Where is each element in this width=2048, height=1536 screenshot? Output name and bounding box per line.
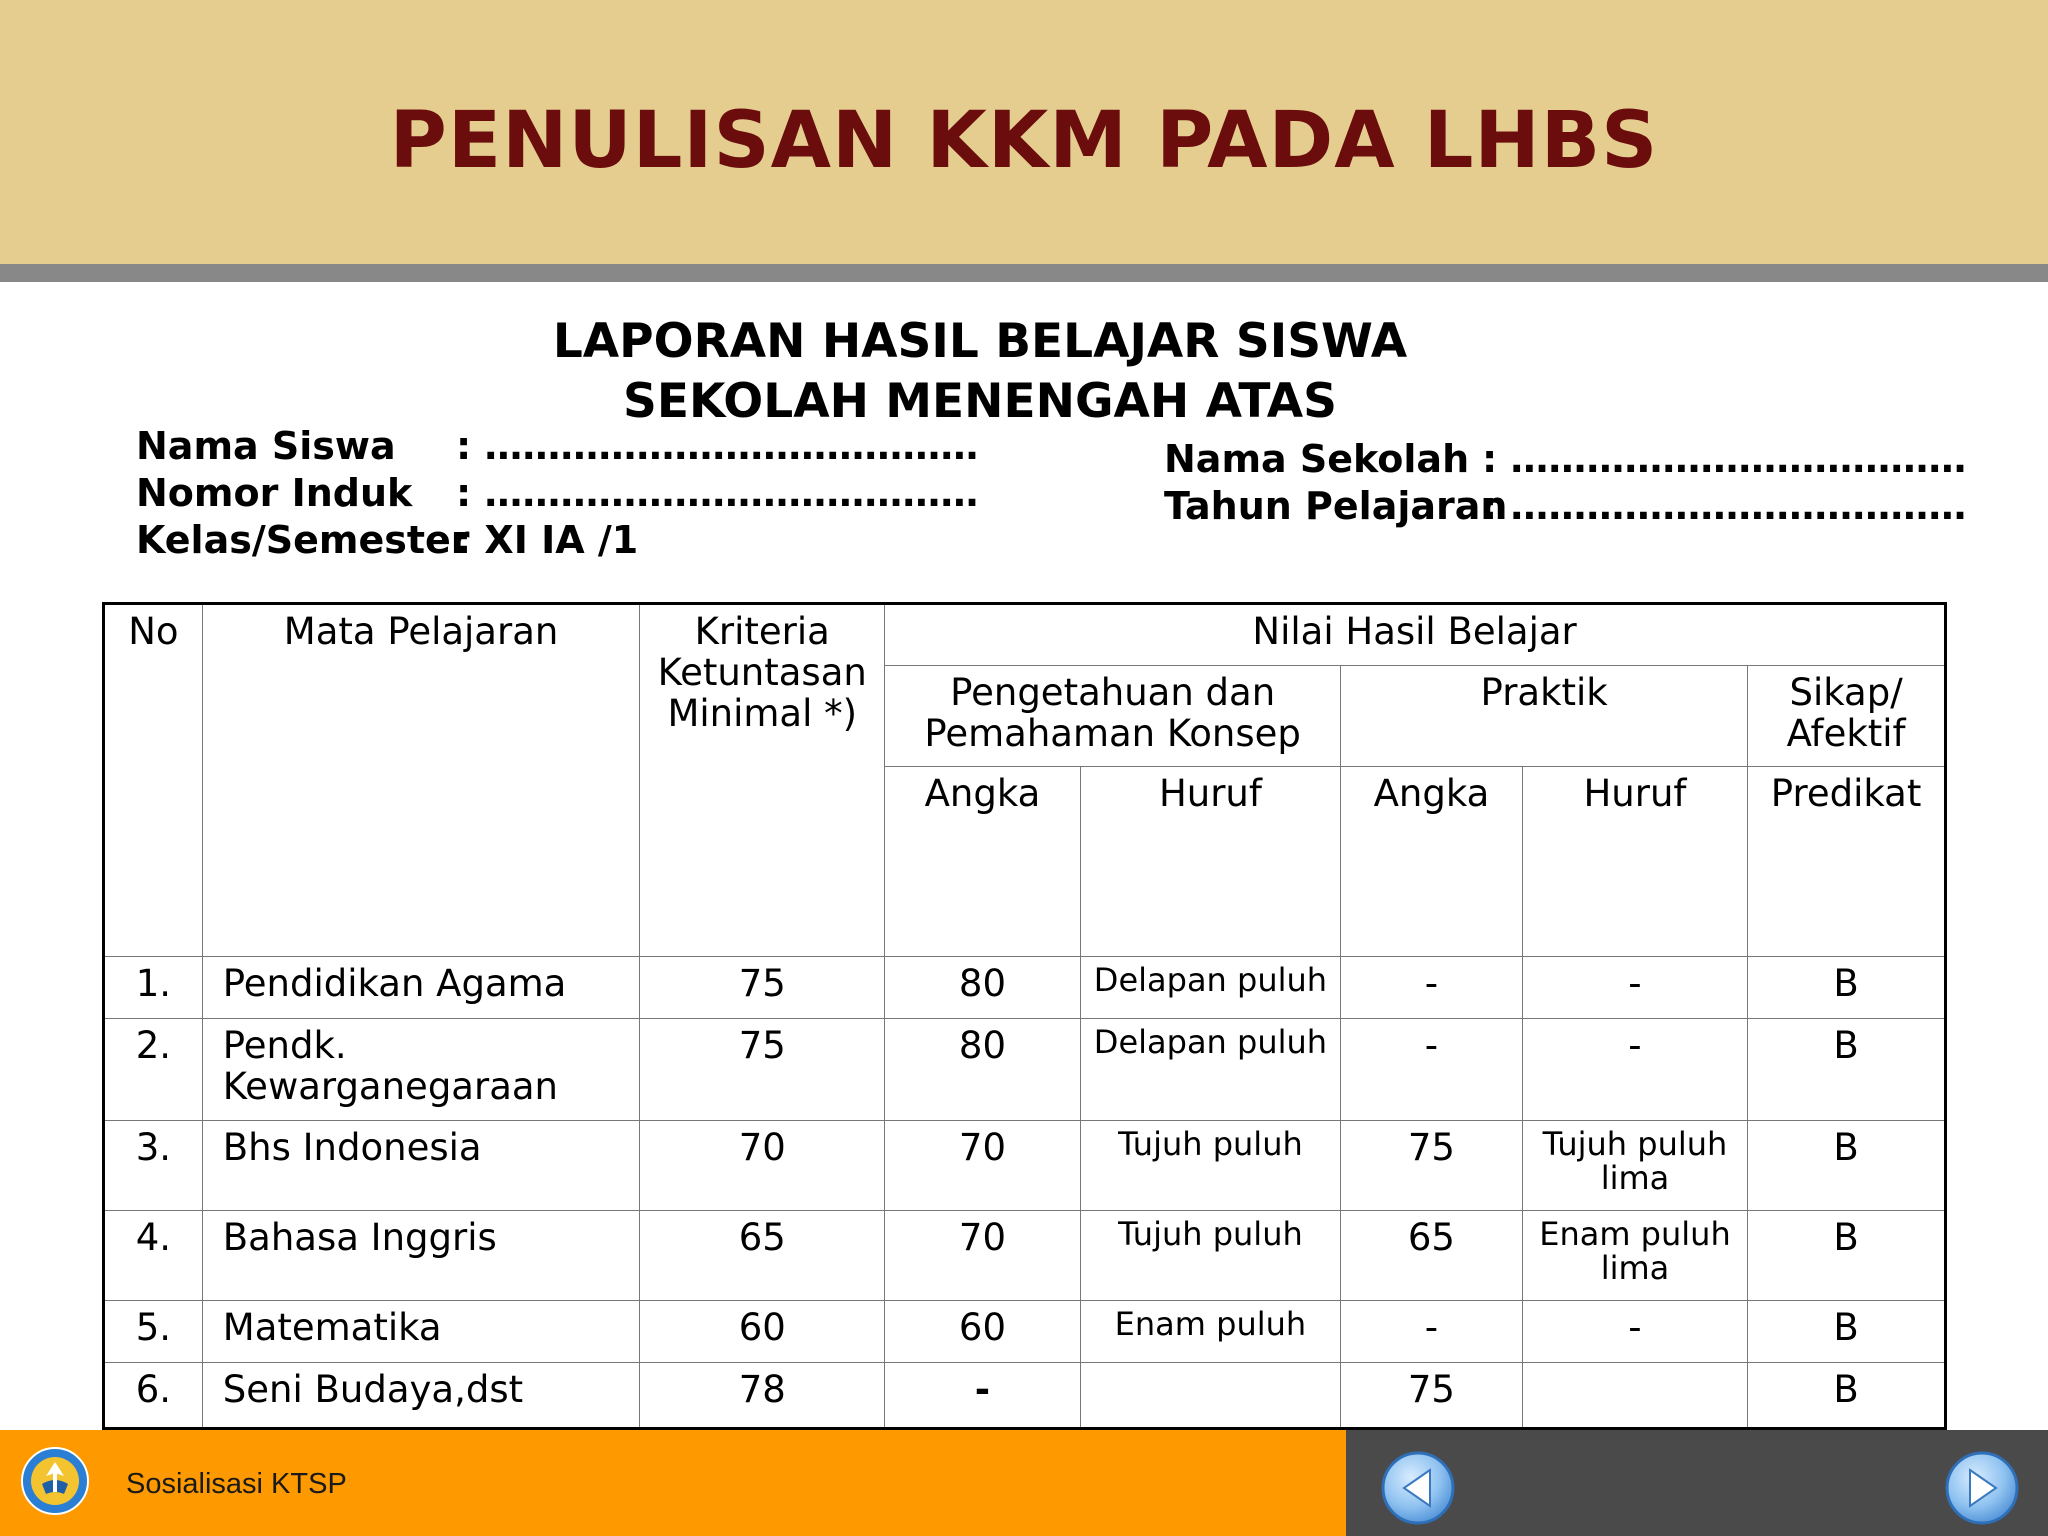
cell-praktik-angka: - bbox=[1341, 1301, 1523, 1363]
header-pengetahuan: Pengetahuan dan Pemahaman Konsep bbox=[885, 666, 1341, 767]
cell-angka: 80 bbox=[885, 957, 1081, 1019]
cell-predikat: B bbox=[1748, 957, 1946, 1019]
cell-huruf: Enam puluh bbox=[1080, 1301, 1340, 1363]
cell-no: 2. bbox=[104, 1019, 203, 1121]
cell-angka: 70 bbox=[885, 1121, 1081, 1211]
cell-no: 1. bbox=[104, 957, 203, 1019]
header-mata-pelajaran: Mata Pelajaran bbox=[202, 604, 640, 957]
cell-no: 3. bbox=[104, 1121, 203, 1211]
cell-angka: 80 bbox=[885, 1019, 1081, 1121]
header-sikap: Sikap/ Afektif bbox=[1748, 666, 1946, 767]
table-row bbox=[104, 1301, 1946, 1363]
cell-praktik-huruf: - bbox=[1522, 1301, 1747, 1363]
cell-huruf: Tujuh puluh bbox=[1080, 1211, 1340, 1301]
report-title-line1: LAPORAN HASIL BELAJAR SISWA bbox=[552, 314, 1408, 369]
cell-predikat: B bbox=[1748, 1211, 1946, 1301]
cell-mata-pelajaran: Seni Budaya,dst bbox=[202, 1363, 640, 1429]
tahun-pelajaran-value: : ……………………………… bbox=[1482, 484, 1967, 528]
cell-huruf: Delapan puluh bbox=[1080, 957, 1340, 1019]
cell-kkm: 75 bbox=[640, 957, 885, 1019]
cell-praktik-huruf: - bbox=[1522, 957, 1747, 1019]
cell-kkm: 78 bbox=[640, 1363, 885, 1429]
header-nilai-hasil-belajar: Nilai Hasil Belajar bbox=[885, 604, 1946, 666]
cell-praktik-angka: 65 bbox=[1341, 1211, 1523, 1301]
cell-praktik-angka: - bbox=[1341, 1019, 1523, 1121]
cell-angka: - bbox=[885, 1363, 1081, 1429]
kelas-semester-value: : XI IA /1 bbox=[456, 518, 639, 562]
cell-kkm: 70 bbox=[640, 1121, 885, 1211]
nama-siswa-value: : ………………………………… bbox=[456, 424, 979, 468]
cell-praktik-angka: 75 bbox=[1341, 1363, 1523, 1429]
cell-praktik-huruf bbox=[1522, 1363, 1747, 1429]
cell-mata-pelajaran: Matematika bbox=[202, 1301, 640, 1363]
table-row bbox=[104, 1211, 1946, 1301]
table-row bbox=[104, 1363, 1946, 1429]
cell-predikat: B bbox=[1748, 1121, 1946, 1211]
cell-no: 5. bbox=[104, 1301, 203, 1363]
table-row bbox=[104, 1121, 1946, 1211]
header-angka-praktik: Angka bbox=[1341, 767, 1523, 957]
header-praktik: Praktik bbox=[1341, 666, 1748, 767]
cell-huruf: Delapan puluh bbox=[1080, 1019, 1340, 1121]
table-row bbox=[104, 957, 1946, 1019]
report-title-line2: SEKOLAH MENENGAH ATAS bbox=[623, 374, 1337, 429]
cell-praktik-angka: 75 bbox=[1341, 1121, 1523, 1211]
header-predikat: Predikat bbox=[1748, 767, 1946, 957]
header-huruf-pengetahuan: Huruf bbox=[1080, 767, 1340, 957]
nama-sekolah-value: : ……………………………… bbox=[1482, 437, 1967, 481]
cell-huruf: Tujuh puluh bbox=[1080, 1121, 1340, 1211]
cell-no: 6. bbox=[104, 1363, 203, 1429]
cell-praktik-huruf: Enam puluh lima bbox=[1522, 1211, 1747, 1301]
tahun-pelajaran-label: Tahun Pelajaran bbox=[1164, 484, 1508, 528]
nama-sekolah-label: Nama Sekolah bbox=[1164, 437, 1470, 481]
header-kkm: Kriteria Ketuntasan Minimal *) bbox=[640, 604, 885, 957]
header-huruf-praktik: Huruf bbox=[1522, 767, 1747, 957]
header-rule bbox=[0, 264, 2048, 282]
cell-predikat: B bbox=[1748, 1019, 1946, 1121]
cell-kkm: 60 bbox=[640, 1301, 885, 1363]
footer-label: Sosialisasi KTSP bbox=[126, 1468, 347, 1500]
cell-kkm: 75 bbox=[640, 1019, 885, 1121]
cell-angka: 60 bbox=[885, 1301, 1081, 1363]
cell-kkm: 65 bbox=[640, 1211, 885, 1301]
cell-praktik-huruf: - bbox=[1522, 1019, 1747, 1121]
report-table bbox=[102, 602, 1947, 1430]
cell-praktik-huruf: Tujuh puluh lima bbox=[1522, 1121, 1747, 1211]
cell-no: 4. bbox=[104, 1211, 203, 1301]
nomor-induk-label: Nomor Induk bbox=[136, 471, 413, 515]
cell-mata-pelajaran: Bahasa Inggris bbox=[202, 1211, 640, 1301]
cell-mata-pelajaran: Pendk. Kewarganegaraan bbox=[202, 1019, 640, 1121]
cell-huruf bbox=[1080, 1363, 1340, 1429]
cell-predikat: B bbox=[1748, 1301, 1946, 1363]
arrow-right-icon[interactable] bbox=[1944, 1450, 2020, 1526]
cell-mata-pelajaran: Pendidikan Agama bbox=[202, 957, 640, 1019]
header-no: No bbox=[104, 604, 203, 957]
slide-title: PENULISAN KKM PADA LHBS bbox=[389, 96, 1659, 186]
header-angka-pengetahuan: Angka bbox=[885, 767, 1081, 957]
nomor-induk-value: : ………………………………… bbox=[456, 471, 979, 515]
tut-wuri-handayani-logo bbox=[20, 1446, 90, 1516]
arrow-left-icon[interactable] bbox=[1380, 1450, 1456, 1526]
table-row bbox=[104, 1019, 1946, 1121]
cell-predikat: B bbox=[1748, 1363, 1946, 1429]
cell-angka: 70 bbox=[885, 1211, 1081, 1301]
cell-mata-pelajaran: Bhs Indonesia bbox=[202, 1121, 640, 1211]
nama-siswa-label: Nama Siswa bbox=[136, 424, 396, 468]
kelas-semester-label: Kelas/Semester bbox=[136, 518, 470, 562]
cell-praktik-angka: - bbox=[1341, 957, 1523, 1019]
